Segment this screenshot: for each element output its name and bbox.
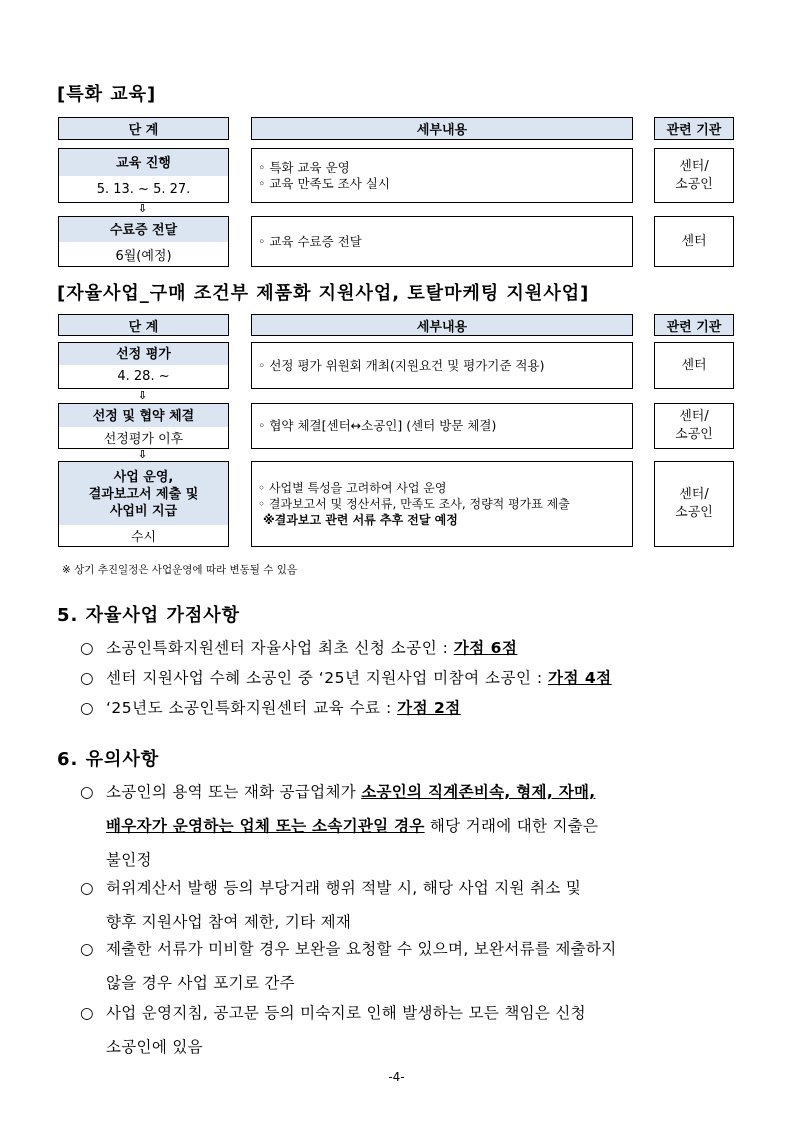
down-arrow-icon: ⇩ — [138, 389, 148, 402]
stage-name: 선정 및 협약 체결 — [59, 404, 228, 429]
stage-name: 교육 진행 — [59, 149, 228, 178]
org-line: 센터 — [681, 233, 707, 249]
org-line: 소공인 — [675, 427, 713, 442]
org-line: 센터/ — [679, 158, 709, 174]
detail-notice: ※결과보고 관련 서류 추후 전달 예정 — [263, 513, 458, 527]
stage-date: 수시 — [59, 525, 228, 546]
stage-name: 수료증 전달 — [59, 217, 228, 244]
bullet-icon: ○ — [80, 879, 94, 897]
header-stage: 단 계 — [58, 314, 229, 336]
list-item: ○ 허위계산서 발행 등의 부당거래 행위 적발 시, 해당 사업 지원 취소 및 향후 지원사업 참여 제한, 기타 제재 — [80, 871, 740, 939]
org-line: 소공인 — [675, 505, 713, 520]
bonus-points-value: 가점 2점 — [397, 699, 461, 717]
org-cell — [654, 216, 734, 267]
detail-cell — [251, 148, 633, 203]
list-item: ○ 센터 지원사업 수혜 소공인 중 ‘25년 지원사업 미참여 소공인 : 가점 4점 — [80, 669, 612, 687]
stage-date: 5. 13. ~ 5. 27. — [59, 176, 228, 202]
schedule-note: ※ 상기 추진일정은 사업운영에 따라 변동될 수 있음 — [62, 564, 298, 576]
bullet-icon: ○ — [80, 639, 95, 657]
stage-cell — [58, 461, 229, 547]
org-cell — [654, 461, 734, 547]
bullet-icon: ○ — [80, 783, 94, 801]
bullet-icon: ○ — [80, 1004, 94, 1022]
section-title-autonomous-project: [자율사업_구매 조건부 제품화 지원사업, 토탈마케팅 지원사업] — [57, 283, 590, 304]
bullet-icon: ○ — [80, 940, 94, 958]
header-org: 관련 기관 — [654, 117, 734, 140]
list-item: ○ 소공인의 용역 또는 재화 공급업체가 소공인의 직계존비속, 형제, 자매, 배우자가 운영하는 업체 또는 소속기관일 경우 해당 거래에 대한 지출은 불인정 — [80, 775, 740, 877]
down-arrow-icon: ⇩ — [138, 448, 148, 461]
section-title-precautions: 6. 유의사항 — [57, 749, 160, 770]
header-org: 관련 기관 — [654, 314, 734, 336]
stage-cell — [58, 148, 229, 203]
page-number: -4- — [388, 1070, 405, 1084]
header-stage: 단 계 — [58, 117, 229, 140]
stage-date: 6월(예정) — [59, 242, 228, 266]
detail-cell — [251, 403, 633, 449]
down-arrow-icon: ⇩ — [138, 202, 148, 215]
detail-line: ◦ 교육 만족도 조사 실시 — [258, 175, 390, 191]
org-cell — [654, 403, 734, 449]
stage-date: 4. 28. ~ — [59, 365, 228, 388]
org-line: 센터 — [681, 357, 707, 373]
detail-line: ◦ 협약 체결[센터↔소공인] (센터 방문 체결) — [258, 418, 497, 433]
section-title-bonus-points: 5. 자율사업 가점사항 — [57, 605, 240, 626]
stage-name: 선정 평가 — [59, 343, 228, 367]
detail-cell — [251, 342, 633, 389]
list-item: ○ ‘25년도 소공인특화지원센터 교육 수료 : 가점 2점 — [80, 699, 461, 717]
list-item: ○ 사업 운영지침, 공고문 등의 미숙지로 인해 발생하는 모든 책임은 신청 소공인에 있음 — [80, 996, 740, 1064]
detail-line: ◦ 교육 수료증 전달 — [258, 233, 362, 249]
stage-date: 선정평가 이후 — [59, 427, 228, 448]
stage-cell — [58, 342, 229, 389]
org-line: 센터/ — [679, 487, 709, 502]
bullet-icon: ○ — [80, 699, 95, 717]
detail-line: ◦ 사업별 특성을 고려하여 사업 운영 — [258, 481, 447, 495]
stage-cell — [58, 216, 229, 267]
stage-name: 사업 운영, 결과보고서 제출 및 사업비 지급 — [59, 462, 228, 527]
bullet-icon: ○ — [80, 669, 95, 687]
detail-line: ◦ 결과보고서 및 정산서류, 만족도 조사, 정량적 평가표 제출 — [258, 497, 570, 511]
section-title-special-education: [특화 교육] — [57, 84, 157, 105]
org-line: 소공인 — [675, 176, 713, 192]
detail-cell — [251, 216, 633, 267]
bonus-points-value: 가점 6점 — [453, 639, 518, 657]
bonus-points-value: 가점 4점 — [548, 669, 612, 687]
header-detail: 세부내용 — [251, 314, 633, 336]
stage-cell — [58, 403, 229, 449]
list-item: ○ 소공인특화지원센터 자율사업 최초 신청 소공인 : 가점 6점 — [80, 639, 518, 657]
detail-cell — [251, 461, 633, 547]
org-line: 센터/ — [679, 409, 709, 424]
detail-line: ◦ 특화 교육 운영 — [258, 159, 350, 175]
list-item: ○ 제출한 서류가 미비할 경우 보완을 요청할 수 있으며, 보완서류를 제출하지 않을 경우 사업 포기로 간주 — [80, 932, 740, 1000]
org-cell — [654, 342, 734, 389]
header-detail: 세부내용 — [251, 117, 633, 140]
detail-line: ◦ 선정 평가 위원회 개최(지원요건 및 평가기준 적용) — [258, 357, 545, 373]
org-cell — [654, 148, 734, 203]
